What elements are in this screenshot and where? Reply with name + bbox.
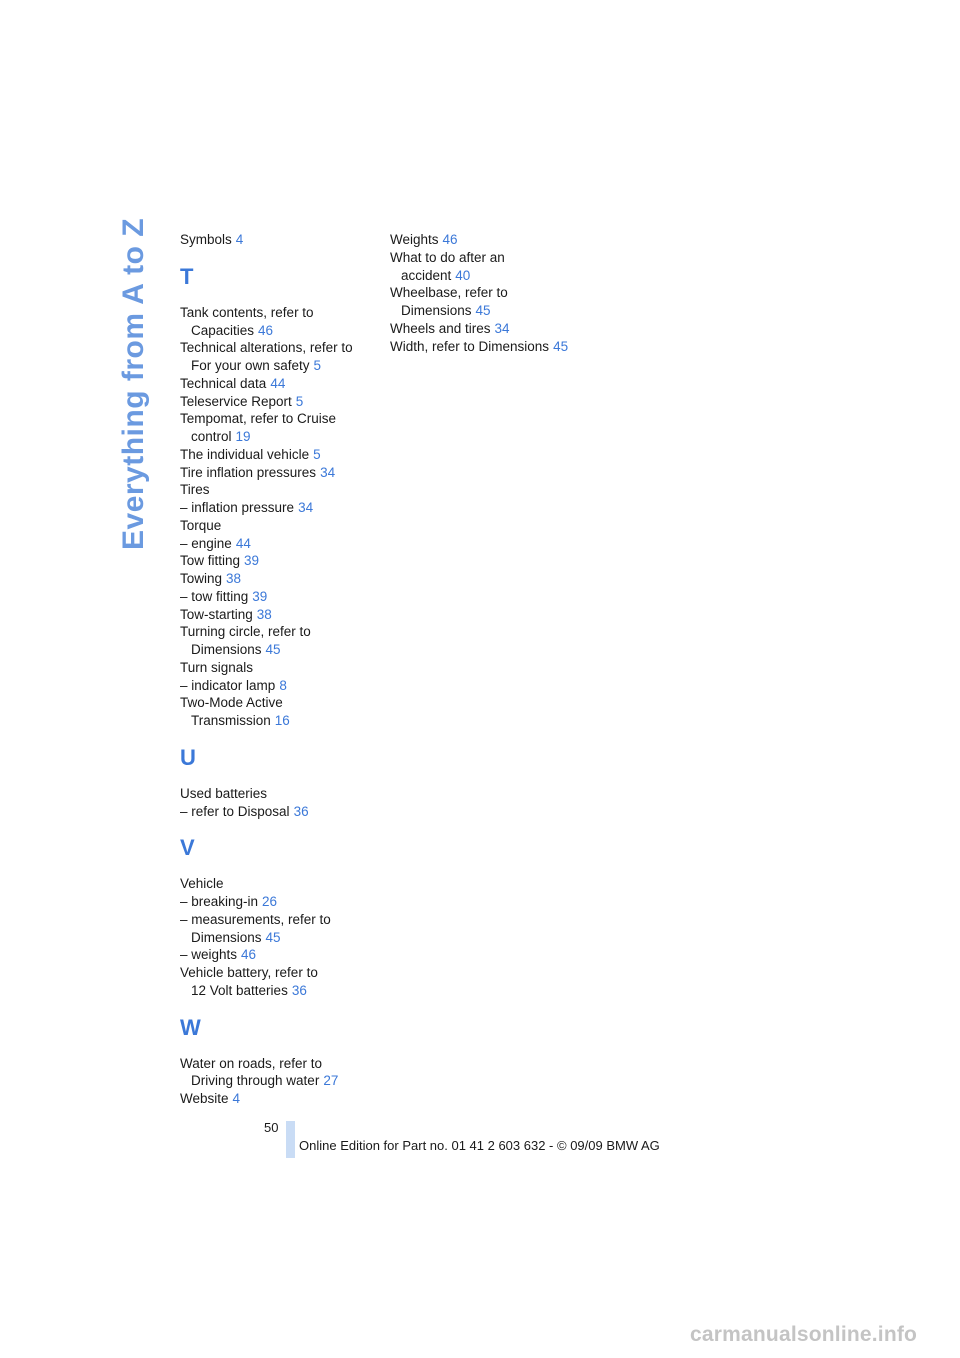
edition-note: Online Edition for Part no. 01 41 2 603 632 - © 09/09 BMW AG <box>299 1138 660 1153</box>
entry-text: 12 Volt batteries <box>191 982 288 998</box>
index-entry-continuation <box>180 428 375 446</box>
index-entry <box>390 231 590 249</box>
entry-text: Tempomat, refer to Cruise <box>180 411 337 427</box>
entry-text: Tire inflation pressures <box>180 464 317 480</box>
index-entry-continuation <box>180 1072 375 1090</box>
page-reference-link[interactable]: 39 <box>252 588 268 604</box>
page-reference-link[interactable]: 36 <box>291 982 307 998</box>
entry-text: – engine <box>180 535 232 551</box>
index-entry <box>180 339 375 357</box>
index-entry <box>180 875 375 893</box>
entry-text: Vehicle battery, refer to <box>180 965 318 980</box>
entry-text: – breaking-in <box>180 894 259 909</box>
entry-text: control <box>191 429 232 444</box>
entry-text: Weights <box>390 232 439 247</box>
index-entry <box>180 535 375 553</box>
index-entry <box>180 570 375 588</box>
page-reference-link[interactable]: 46 <box>258 322 274 338</box>
entry-text: Wheels and tires <box>390 320 491 336</box>
index-entry <box>180 231 375 249</box>
page-reference-link[interactable]: 27 <box>323 1073 339 1089</box>
index-entry <box>390 284 590 302</box>
index-entry-continuation <box>180 982 375 1000</box>
index-entry <box>180 499 375 517</box>
page-reference-link[interactable]: 4 <box>235 232 244 247</box>
index-entry <box>180 517 375 535</box>
index-entry <box>180 1090 375 1108</box>
entry-text: Driving through water <box>191 1073 320 1089</box>
entry-text: Wheelbase, refer to <box>390 285 508 301</box>
page-number: 50 <box>264 1120 279 1135</box>
index-entry-continuation <box>180 712 375 730</box>
entry-text: Capacities <box>191 322 255 338</box>
index-entry <box>180 893 375 911</box>
entry-text: Tank contents, refer to <box>180 304 314 320</box>
page-reference-link[interactable]: 5 <box>313 358 322 373</box>
index-entry-continuation <box>390 302 590 320</box>
entry-text: Water on roads, refer to <box>180 1055 323 1071</box>
page-reference-link[interactable]: 44 <box>235 535 251 551</box>
page-reference-link[interactable]: 5 <box>313 446 321 462</box>
page-reference-link[interactable]: 4 <box>232 1091 241 1106</box>
entry-text: Transmission <box>191 713 271 728</box>
entry-text: Website <box>180 1091 229 1106</box>
index-entry <box>390 338 590 356</box>
entry-text: Torque <box>180 517 222 533</box>
index-entry <box>180 304 375 322</box>
index-entry <box>180 606 375 624</box>
page-reference-link[interactable]: 5 <box>295 393 304 409</box>
index-entry <box>180 659 375 677</box>
index-entry-continuation <box>390 267 590 285</box>
page-reference-link[interactable]: 44 <box>270 375 286 391</box>
page-reference-link[interactable]: 45 <box>265 642 281 657</box>
entry-text: Symbols <box>180 232 232 247</box>
page-reference-link[interactable]: 45 <box>553 338 569 354</box>
index-entry <box>180 588 375 606</box>
section-letter-heading: W <box>180 1014 201 1040</box>
entry-text: Dimensions <box>191 642 262 657</box>
entry-text: Used batteries <box>180 785 268 801</box>
entry-text: Teleservice Report <box>180 393 292 409</box>
entry-text: accident <box>401 267 452 283</box>
index-entry <box>180 375 375 393</box>
page-reference-link[interactable]: 34 <box>298 500 314 515</box>
index-entry <box>180 446 375 464</box>
index-entry <box>180 393 375 411</box>
entry-text: – weights <box>180 947 238 963</box>
entry-text: Technical data <box>180 375 267 391</box>
entry-text: Towing <box>180 571 223 586</box>
entry-text: Two-Mode Active <box>180 695 283 711</box>
footer-bar <box>286 1121 295 1158</box>
index-entry <box>180 694 375 712</box>
page-reference-link[interactable]: 26 <box>262 894 278 909</box>
index-entry-continuation <box>180 357 375 375</box>
index-entry <box>180 464 375 482</box>
index-entry <box>180 1055 375 1073</box>
entry-text: For your own safety <box>191 358 310 373</box>
entry-text: – inflation pressure <box>180 500 295 515</box>
section-letter-heading: T <box>180 263 194 289</box>
index-entry <box>180 410 375 428</box>
entry-text: – measurements, refer to <box>180 911 331 927</box>
page-reference-link[interactable]: 38 <box>226 571 242 586</box>
section-letter-heading: U <box>180 744 196 770</box>
index-entry <box>180 552 375 570</box>
entry-text: Tow fitting <box>180 553 241 569</box>
index-entry <box>180 964 375 982</box>
index-entry-continuation <box>180 641 375 659</box>
entry-text: – tow fitting <box>180 588 249 604</box>
entry-text: – refer to Disposal <box>180 803 290 819</box>
index-column-2 <box>390 231 590 355</box>
page-reference-link[interactable]: 46 <box>241 947 257 963</box>
index-column-1 <box>180 231 375 1108</box>
page-reference-link[interactable]: 36 <box>293 803 309 819</box>
entry-text: – indicator lamp <box>180 677 276 693</box>
entry-text: Tow-starting <box>180 606 253 622</box>
page-reference-link[interactable]: 45 <box>475 303 491 318</box>
page-reference-link[interactable]: 16 <box>274 713 290 728</box>
index-entry <box>180 481 375 499</box>
index-entry <box>390 320 590 338</box>
page-reference-link[interactable]: 34 <box>320 464 336 480</box>
page-reference-link[interactable]: 45 <box>265 929 281 945</box>
index-entry <box>180 803 375 821</box>
page-reference-link[interactable]: 8 <box>279 677 287 693</box>
entry-text: The individual vehicle <box>180 446 310 462</box>
page-reference-link[interactable]: 19 <box>235 429 251 444</box>
entry-text: What to do after an <box>390 249 505 265</box>
page-reference-link[interactable]: 39 <box>244 553 260 569</box>
entry-text: Turn signals <box>180 659 254 675</box>
entry-text: Tires <box>180 482 210 498</box>
index-entry <box>180 785 375 803</box>
entry-text: Dimensions <box>191 929 262 945</box>
page-reference-link[interactable]: 34 <box>494 320 510 336</box>
page-reference-link[interactable]: 40 <box>455 267 471 283</box>
entry-text: Dimensions <box>401 303 472 318</box>
entry-text: Turning circle, refer to <box>180 624 311 640</box>
entry-text: Width, refer to Dimensions <box>390 338 550 354</box>
page-reference-link[interactable]: 46 <box>442 232 458 247</box>
index-entry-continuation <box>180 322 375 340</box>
page-reference-link[interactable]: 38 <box>256 606 272 622</box>
side-title: Everything from A to Z <box>117 217 150 550</box>
watermark: carmanualsonline.info <box>690 1323 918 1346</box>
entry-text: Vehicle <box>180 876 224 892</box>
index-entry <box>180 677 375 695</box>
index-entry <box>180 946 375 964</box>
section-letter-heading: V <box>180 835 195 861</box>
entry-text: Technical alterations, refer to <box>180 340 353 356</box>
index-entry <box>390 249 590 267</box>
index-entry <box>180 911 375 929</box>
index-entry <box>180 623 375 641</box>
index-entry-continuation <box>180 929 375 947</box>
